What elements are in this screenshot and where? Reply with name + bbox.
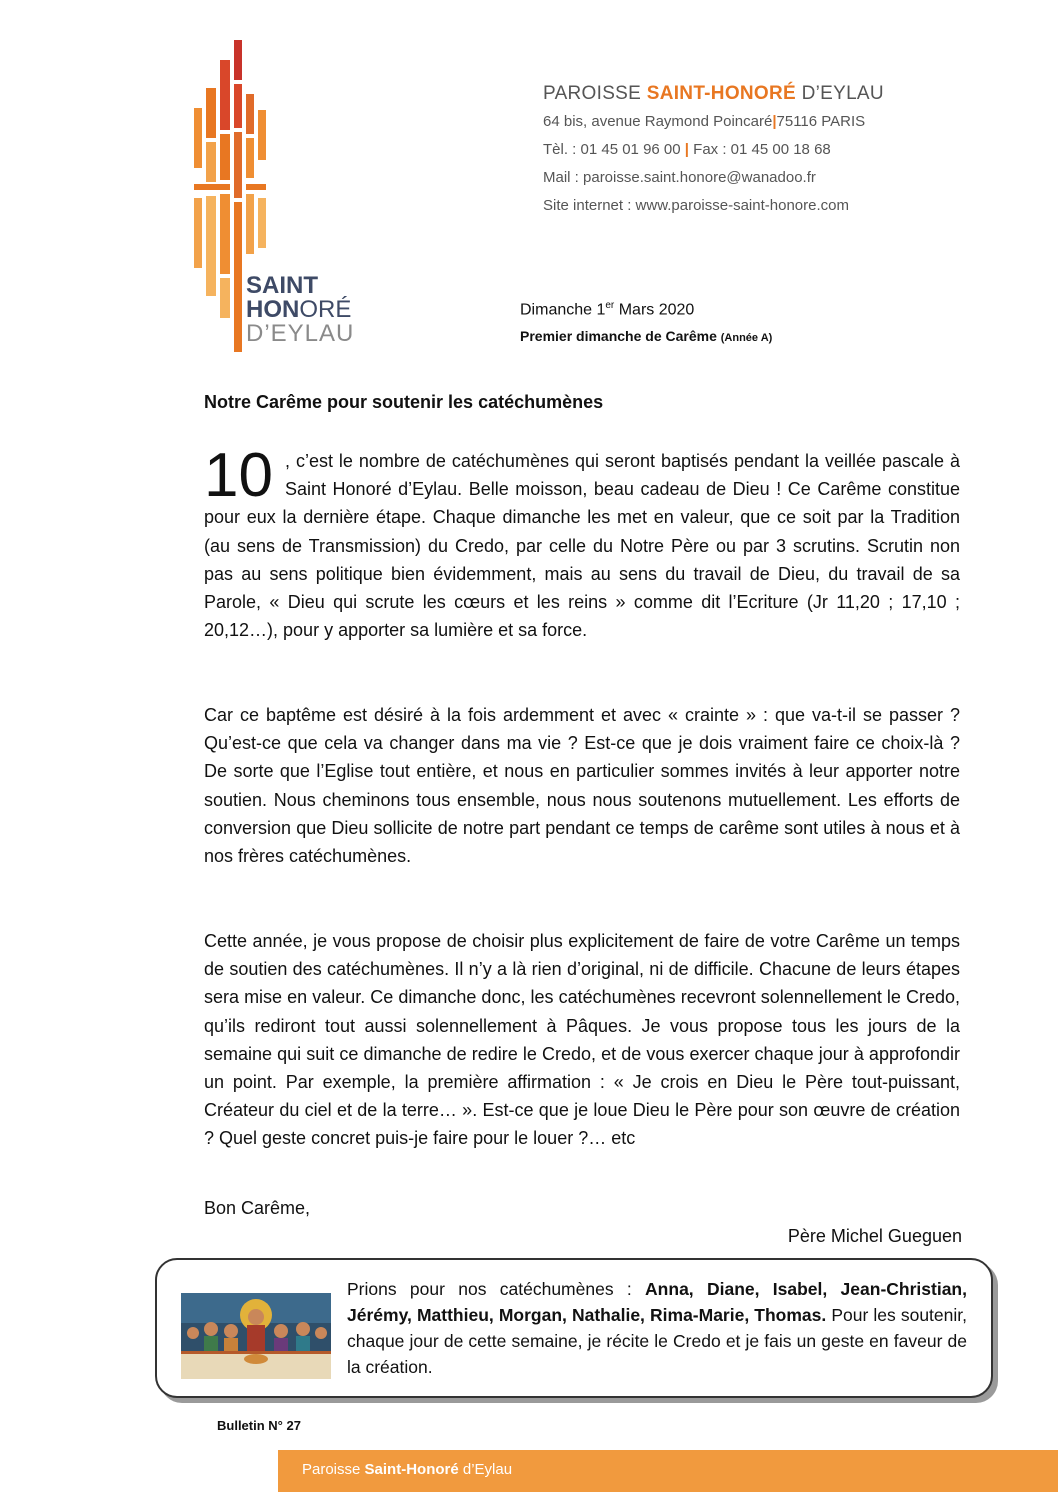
prayer-commitment: Pour les soutenir, chaque jour de cette semaine, je récite le Credo et je fais un geste en faveur de la création.	[347, 1305, 968, 1377]
parish-address-street: 64 bis, avenue Raymond Poincaré	[543, 113, 773, 130]
paragraph-1-text: , c’est le nombre de catéchumènes qui seront baptisés pendant la veillée pascale à Saint Honoré d’Eylau. Belle moisson, beau cadeau de Dieu ! Ce Carême constitue pour eux la dernière étape. Chaque dimanche les met en valeur, que ce soit par la Tradition (au sens de Transmission) du Credo, par celle du Notre Père ou par 3 scrutins. Scrutin non pas au sens politique bien évidemment, mais au sens du travail de Dieu, du travail de sa Parole, « Dieu qui scrute les cœurs et les reins » comme dit l’Ecriture (Jr 11,20 ; 17,10 ; 20,12…), pour y apporter sa lumière et sa force.	[204, 451, 960, 641]
prayer-box	[155, 1258, 993, 1398]
liturgical-day-title: Premier dimanche de Carême	[520, 328, 721, 344]
parish-name-highlight: SAINT-HONORÉ	[646, 83, 796, 104]
footer-suffix: d’Eylau	[458, 1461, 513, 1478]
parish-website[interactable]: Site internet : www.paroisse-saint-honore.com	[543, 197, 849, 214]
parish-address	[543, 108, 884, 136]
parish-name	[543, 80, 884, 108]
footer-bar	[278, 1450, 1058, 1492]
article-title: Notre Carême pour soutenir les catéchumènes	[204, 392, 604, 412]
date-prefix: Dimanche 1	[520, 301, 606, 319]
logo-line-eylau: D’EYLAU	[246, 320, 355, 347]
footer-prefix: Paroisse	[302, 1461, 365, 1478]
article-paragraph-3: Cette année, je vous propose de choisir plus explicitement de faire de votre Carême un temps de soutien des catéchumènes. Il n’y a là rien d’original, ni de difficile. Chacune de leurs étapes sera mise en valeur. Ce dimanche donc, les catéchumènes recevront solennellement le Credo, qu’ils rediront tout aussi solennellement à Pâques. Je vous propose tous les jours de la semaine qui suit ce dimanche de redire le Credo, et de vous exercer chaque jour à approfondir un point. Par exemple, la première affirmation : « Je crois en Dieu le Père tout-puissant, Créateur du ciel et de la terre… ». Est-ce que je loue Dieu le Père pour son œuvre de création ? Quel geste concret puis-je faire pour le louer ?… etc	[204, 931, 960, 1149]
prayer-text	[347, 1276, 967, 1380]
bulletin-number: Bulletin N° 27	[217, 1418, 301, 1433]
parish-address-city: 75116 PARIS	[776, 113, 866, 130]
phone-separator: |	[684, 141, 689, 158]
parish-name-prefix: PAROISSE	[543, 83, 647, 104]
logo-line-honore-a: HON	[246, 296, 300, 323]
parish-fax: Fax : 01 45 00 18 68	[693, 141, 831, 158]
parish-phone: Tèl. : 01 45 01 96 00	[543, 141, 681, 158]
parish-mail[interactable]: Mail : paroisse.saint.honore@wanadoo.fr	[543, 169, 816, 186]
last-supper-icon	[181, 1293, 331, 1379]
article-paragraph-2: Car ce baptême est désiré à la fois ardemment et avec « crainte » : que va-t-il se passer ? Qu’est-ce que cela va changer dans ma vie ? Est-ce que je dois vraiment faire ce choix-là ? De sorte que l’Eglise tout entière, et nous en particulier sommes invités à leur apporter notre soutien. Nous cheminons tous ensemble, nous nous soutenons mutuellement. Les efforts de conversion que Dieu sollicite de notre part pendant ce temps de carême sont utiles à nous et à nos frères catéchumènes.	[204, 705, 960, 867]
footer-text	[302, 1461, 512, 1478]
parish-name-suffix: D’EYLAU	[796, 83, 884, 104]
address-separator: |	[772, 113, 777, 130]
parish-contact	[543, 80, 884, 220]
dropcap-number: 10	[204, 441, 273, 510]
liturgical-year: (Année A)	[720, 332, 773, 344]
catechumen-names: Anna, Diane, Isabel, Jean-Christian, Jérémy, Matthieu, Morgan, Nathalie, Rima-Marie, Thomas.	[347, 1279, 967, 1325]
logo-line-honore	[246, 298, 354, 322]
bulletin-date	[520, 300, 694, 319]
logo-line-honore-b: ORÉ	[299, 296, 352, 323]
date-suffix: Mars 2020	[614, 301, 695, 319]
date-sup: er	[605, 300, 615, 311]
article-paragraph-1	[204, 441, 960, 644]
logo-line-saint: SAINT	[246, 272, 318, 299]
closing-greeting: Bon Carême,	[204, 1198, 311, 1218]
signature: Père Michel Gueguen	[787, 1226, 962, 1246]
liturgical-day	[520, 328, 772, 344]
prayer-intro: Prions pour nos catéchumènes :	[347, 1279, 646, 1299]
parish-phone-line	[543, 136, 884, 164]
parish-logo-wordmark	[246, 274, 354, 346]
footer-highlight: Saint-Honoré	[364, 1461, 459, 1478]
